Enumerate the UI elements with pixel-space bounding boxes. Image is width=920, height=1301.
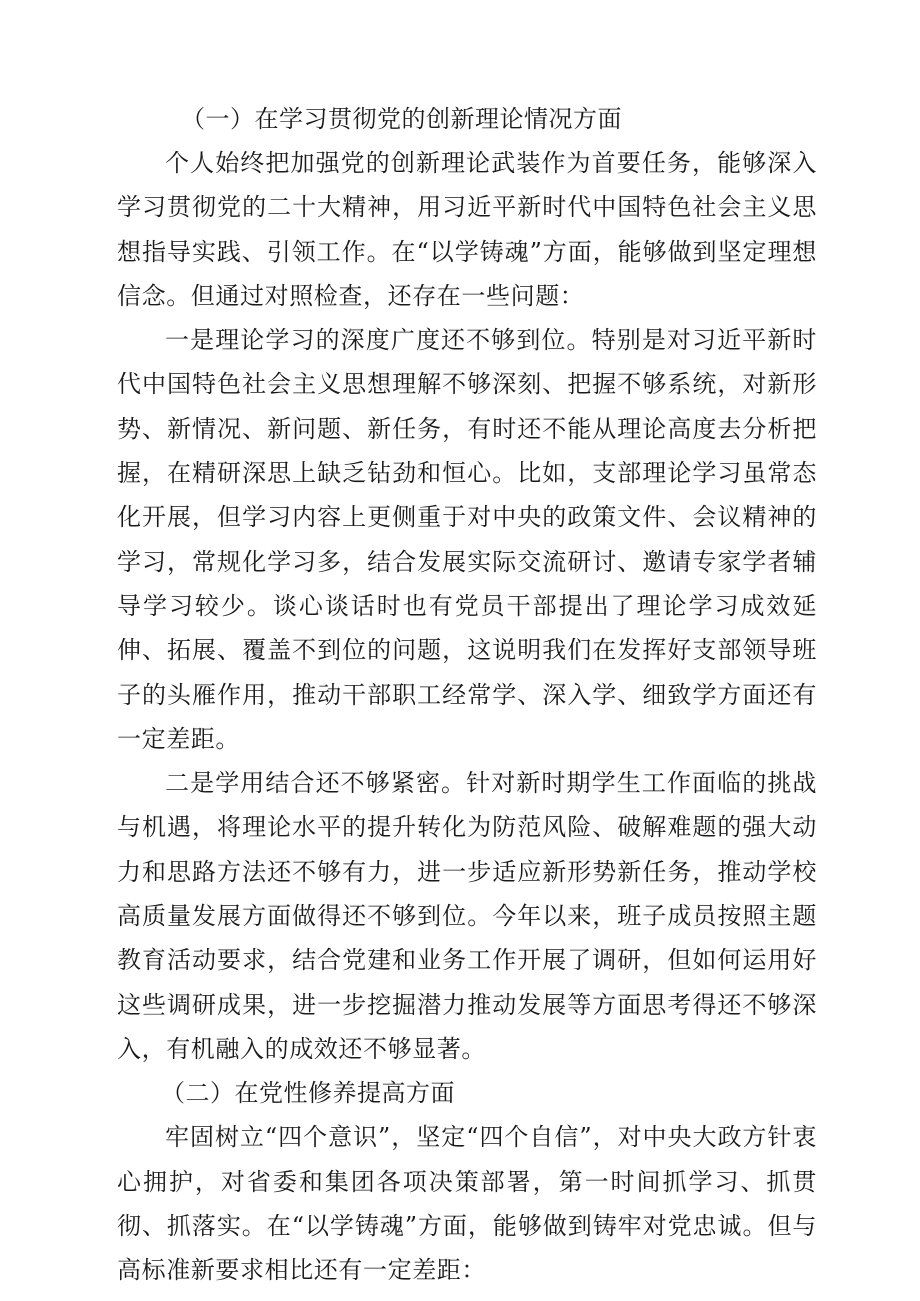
section-heading-2: （二）在党性修养提高方面 [161, 1079, 455, 1108]
paragraph-intro-1: 个人始终把加强党的创新理论武装作为首要任务，能够深入学习贯彻党的二十大精神，用习近平新时代中国特色社会主义思想指导实践、引领工作。在“以学铸魂”方面，能够做到坚定理想信念。但通过对照检查，还存在一些问题： [117, 149, 817, 310]
document-body [117, 97, 817, 1292]
paragraph-issue-1: 一是理论学习的深度广度还不够到位。特别是对习近平新时代中国特色社会主义思想理解不够深刻、把握不够系统，对新形势、新情况、新问题、新任务，有时还不能从理论高度去分析把握，在精研深思上缺乏钻劲和恒心。比如，支部理论学习虽常态化开展，但学习内容上更侧重于对中央的政策文件、会议精神的学习，常规化学习多，结合发展实际交流研讨、邀请专家学者辅导学习较少。谈心谈话时也有党员干部提出了理论学习成效延伸、拓展、覆盖不到位的问题，这说明我们在发挥好支部领导班子的头雁作用，推动干部职工经常学、深入学、细致学方面还有一定差距。 [117, 326, 817, 753]
paragraph-issue-2: 二是学用结合还不够紧密。针对新时期学生工作面临的挑战与机遇，将理论水平的提升转化为防范风险、破解难题的强大动力和思路方法还不够有力，进一步适应新形势新任务，推动学校高质量发展方面做得还不够到位。今年以来，班子成员按照主题教育活动要求，结合党建和业务工作开展了调研，但如何运用好这些调研成果，进一步挖掘潜力推动发展等方面思考得还不够深入，有机融入的成效还不够显著。 [117, 769, 817, 1063]
section-heading-1: （一）在学习贯彻党的创新理论情况方面 [181, 105, 622, 133]
paragraph-intro-2: 牢固树立“四个意识”，坚定“四个自信”，对中央大政方针衷心拥护，对省委和集团各项决策部署，第一时间抓学习、抓贯彻、抓落实。在“以学铸魂”方面，能够做到铸牢对党忠诚。但与高标准新要求相比还有一定差距： [117, 1123, 817, 1285]
